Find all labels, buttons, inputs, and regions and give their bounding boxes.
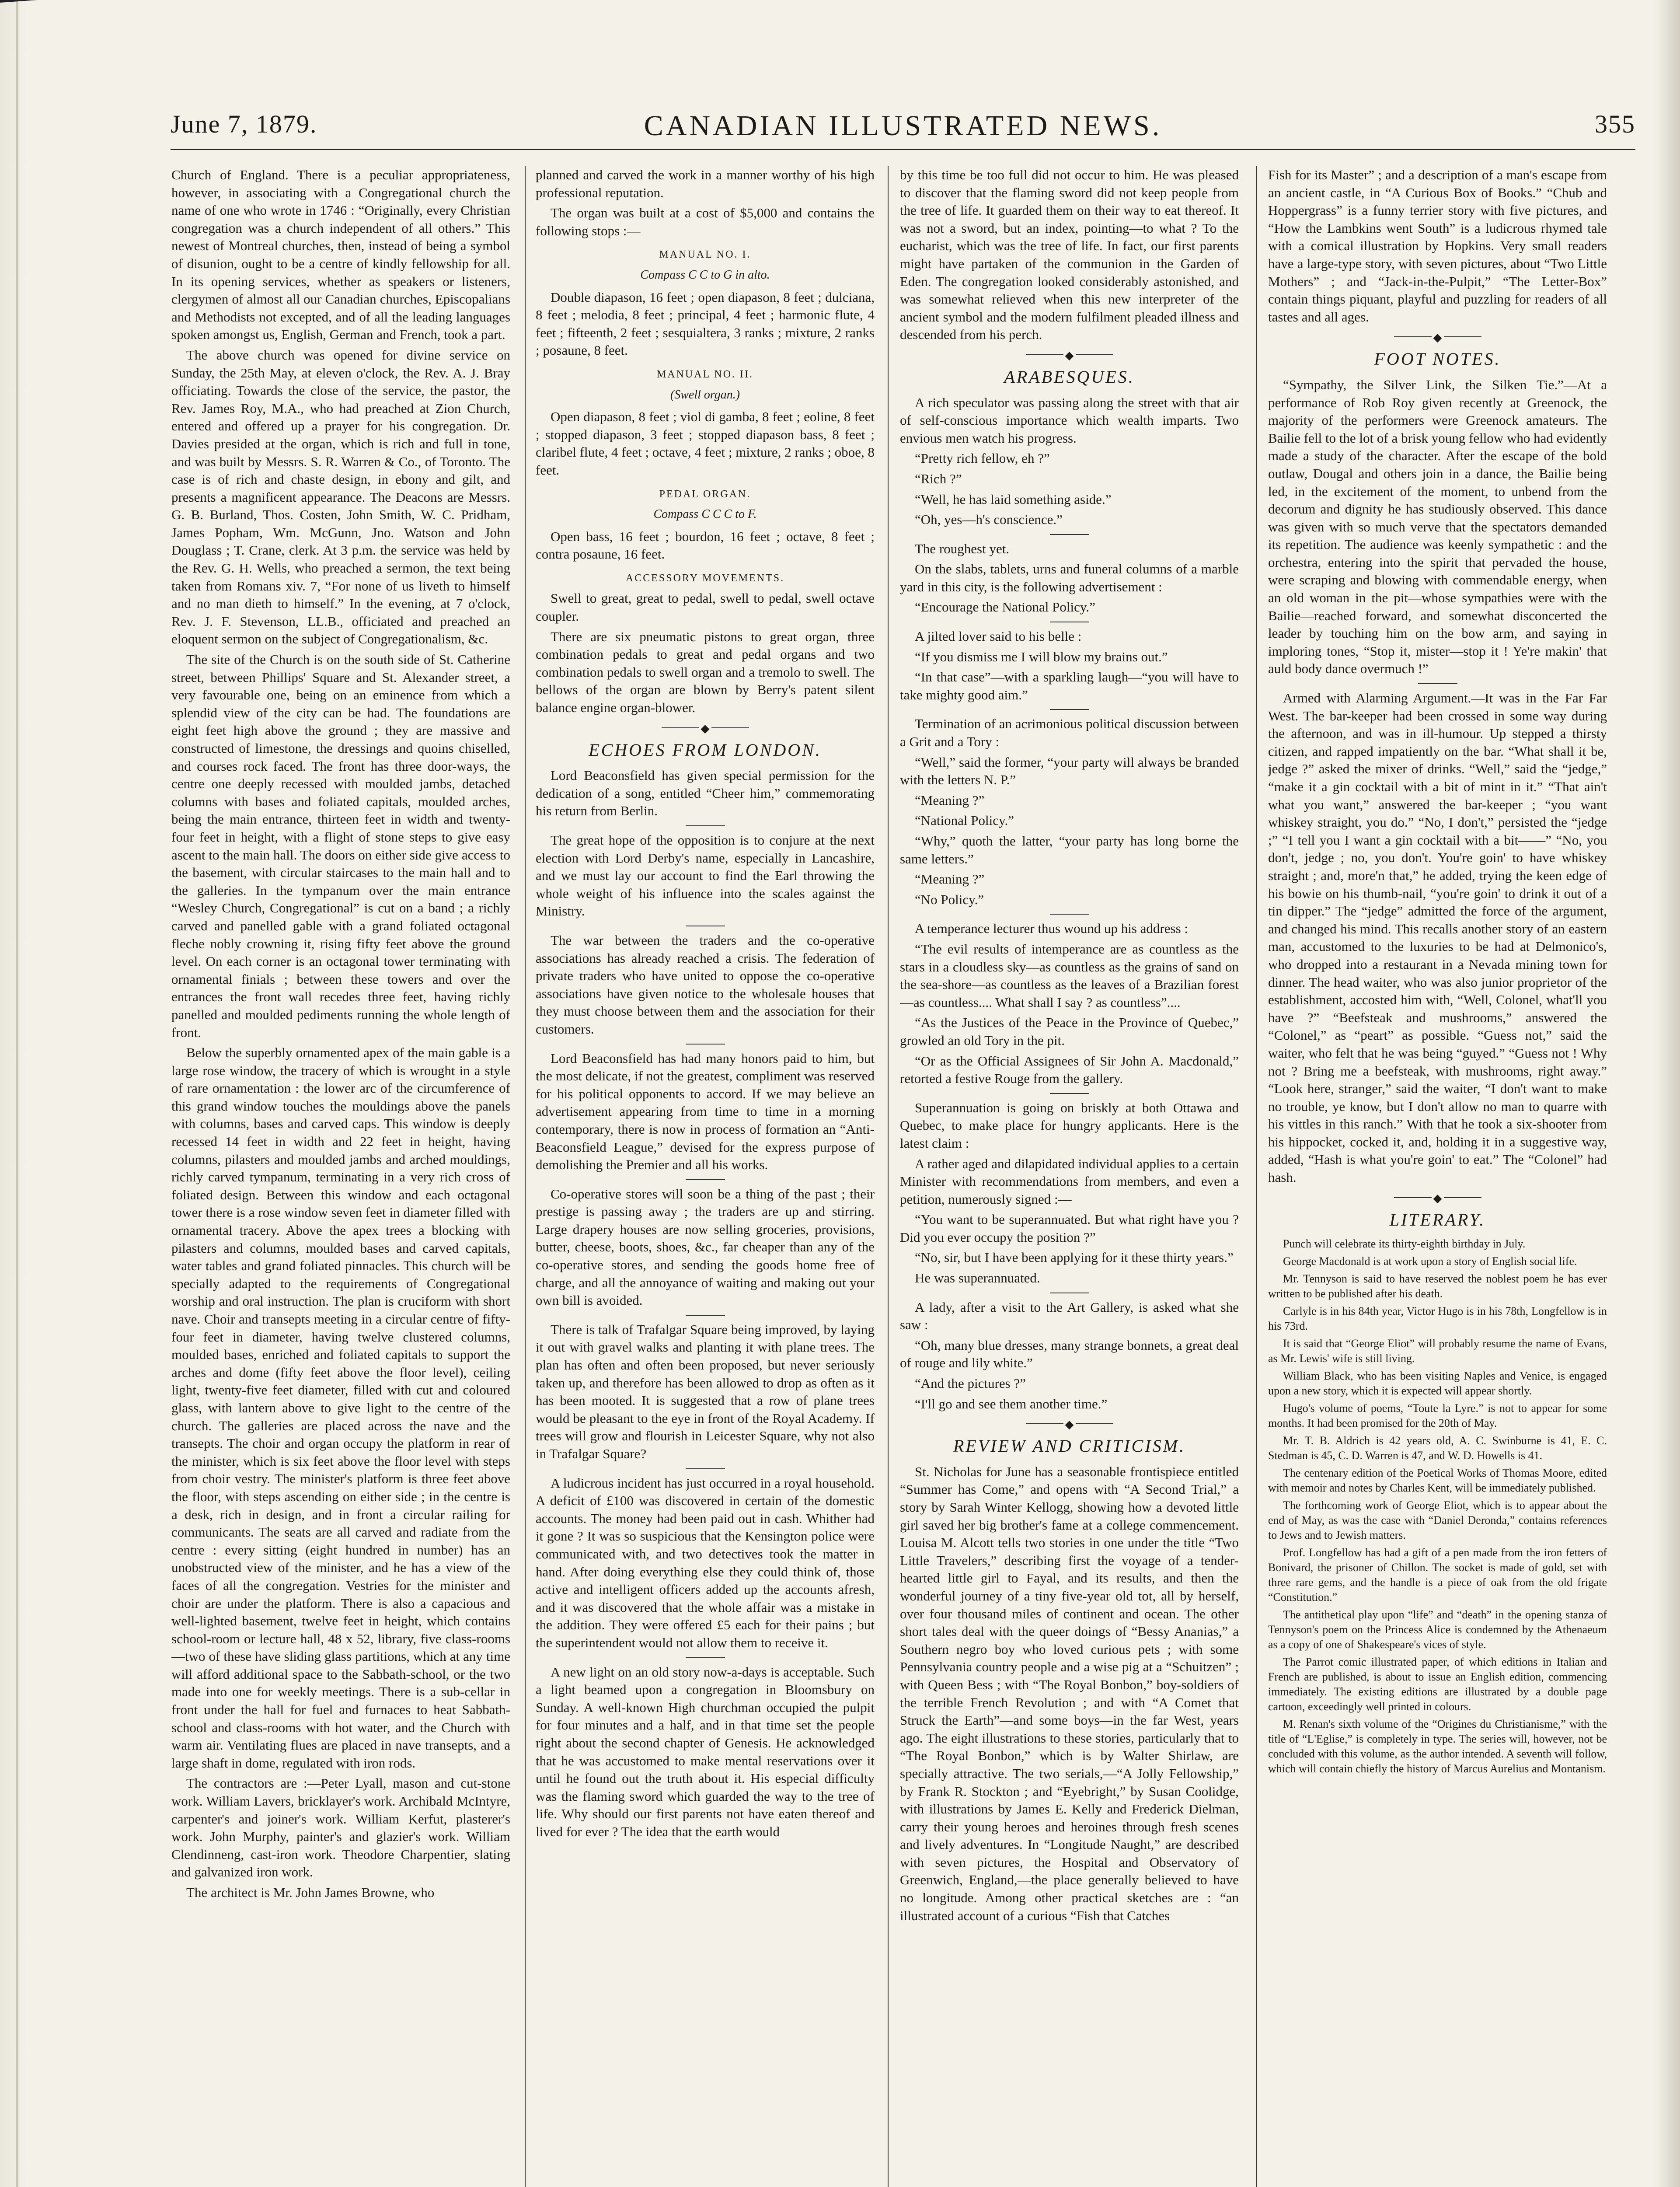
dialogue-line: “If you dismiss me I will blow my brains out.” <box>915 649 1168 664</box>
scan-shadow <box>1657 0 1680 2187</box>
section-heading-arabesques: ARABESQUES. <box>1004 367 1135 387</box>
section-heading-review: REVIEW AND CRITICISM. <box>953 1436 1185 1456</box>
news-item: A new light on an old story now-a-days is acceptable. Such a light beamed upon a congregation in Bloomsbury on Sunday. A well-known High churchman occupied the pulpit for four minutes and a half, and in that time set the people right about the second chapter of Genesis. He acknowledged that he was accustomed to make mental reservations over it until he found out the truth about it. His especial difficulty was the flaming sword which guarded the way to the tree of life. Why should our first parents not have eaten thereof and lived for ever ? The idea that the earth would <box>536 1664 875 1839</box>
column-rule <box>1256 166 1257 2187</box>
dialogue-line: “Oh, yes—h's conscience.” <box>915 512 1063 528</box>
binding-edge <box>16 0 18 2187</box>
article-paragraph: The site of the Church is on the south side of St. Catherine street, between Phillips' Square and St. Alexander street, a very favourable one, being on an eminence from which a splendid view of the city can be had. The foundations are eight feet high above the ground ; they are massive and constructed of limestone, the dressings and quoins chiselled, and courses rock faced. The front has three door-ways, the centre one deeply recessed with moulded jambs, detached columns with bases and foliated capitals, moulded arches, being the main entrance, thirteen feet in width and twenty-four feet in height, with a flight of stone steps to give easy ascent to the main hall. The doors on either side give access to the basement, with circular staircases to the main hall and to the galleries. In the tympanum over the main entrance “Wesley Church, Congregational” is cut on a band ; a richly carved and panelled gable with a grand foliated octagonal fleche nobly crowning it, rising fifty feet above the ground level. On each corner is an octagonal tower terminating with ornamental finials ; between these towers and over the entrances the front wall recedes three feet, having richly panelled and moulded pediments running the whole length of front. <box>171 652 510 1040</box>
anecdote-paragraph: Termination of an acrimonious political discussion between a Grit and a Tory : <box>900 716 1239 750</box>
anecdote-paragraph: Superannuation is going on briskly at both Ottawa and Quebec, to make place for hungry applicants. Here is the latest claim : <box>900 1100 1239 1151</box>
literary-item: The forthcoming work of George Eliot, which is to appear about the end of May, as was the case with “Daniel Deronda,” contains references to Jews and to Jewish matters. <box>1268 1499 1607 1542</box>
foot-note-item: Armed with Alarming Argument.—It was in the Far Far West. The bar-keeper had been crossed in some way during the afternoon, and was in ill-humour. Up stepped a thirsty citizen, and rapped impatiently on the bar. “What shall it be, jedge ?” asked the mixer of drinks. “Well,” said the “jedge,” “make it a gin cocktail with a bit of mint in it.” “That ain't what you want,” answered the bar-keeper ; “you want whiskey straight, you do.” “No, I don't,” persisted the “jedge ;” “I tell you I want a gin cocktail with a bit——” “No, you don't, jedge ; no, you don't. You're goin' to have whiskey straight ; and, more'n that,” he added, trying the keen edge of his bowie on his thumb-nail, “you're goin' to drink it out of a tin dipper.” The “jedge” admitted the force of the argument, and changed his mind. This recalls another story of an eastern man, accustomed to the luxuries to be had at Delmonico's, who dropped into a restaurant in a Nevada mining town for dinner. The head waiter, who was also junior proprietor of the establishment, accosted him with, “Well, Colonel, what'll you have ?” “Beefsteak and mushrooms,” answered the “Colonel,” as “peart” as possible. “Guess not,” said the waiter, who felt that he was being “guyed.” “Guess not ! Why not ? Bring me a beefsteak, with mushrooms, right away.” “Look here, stranger,” said the waiter, “I don't want to make no trouble, ye know, but I don't allow no man to quarre with his vittles in this ranch.” With that he took a six-shooter from his hippocket, cocked it, and, holding it in a suggestive way, added, “Hash is what you're goin' to eat.” The “Colonel” had hash. <box>1268 690 1607 1185</box>
dialogue-line: “Why,” quoth the latter, “your party has long borne the same letters.” <box>900 833 1239 866</box>
dialogue-line: “National Policy.” <box>915 813 1014 828</box>
article-paragraph: by this time be too full did not occur to him. He was pleased to discover that the flaming sword did not keep people from the tree of life. It guarded them on their way to eat thereof. It was not a sword, but an index, pointing—to what ? To the eucharist, which was the tree of life. In fact, our first parents might have partaken of the communion in the Garden of Eden. The congregation looked considerably astonished, and was somewhat relieved when this new interpreter of the ancient symbol and the modern fulfilment pleaded illness and descended from his perch. <box>900 167 1239 342</box>
dialogue-line: “Meaning ?” <box>915 871 985 887</box>
article-paragraph: The organ was built at a cost of $5,000 and contains the following stops :— <box>536 205 875 238</box>
organ-manual-heading: PEDAL ORGAN. <box>659 488 751 500</box>
masthead <box>171 109 1635 149</box>
anecdote-paragraph: On the slabs, tablets, urns and funeral columns of a marble yard in this city, is the following advertisement : <box>900 561 1239 594</box>
literary-item: George Macdonald is at work upon a story of English social life. <box>1283 1255 1577 1268</box>
dialogue-line: “Well, he has laid something aside.” <box>915 491 1112 507</box>
item-divider <box>1418 683 1457 684</box>
organ-stops: Open bass, 16 feet ; bourdon, 16 feet ; octave, 8 feet ; contra posaune, 16 feet. <box>536 528 875 562</box>
dialogue-line: “Meaning ?” <box>915 792 985 808</box>
dialogue-line: “Well,” said the former, “your party will always be branded with the letters N. P.” <box>900 754 1239 788</box>
item-divider <box>686 1468 725 1469</box>
section-ornament <box>662 726 749 730</box>
column-rule <box>888 166 889 2187</box>
dialogue-line: He was superannuated. <box>915 1270 1040 1286</box>
foot-note-item: “Sympathy, the Silver Link, the Silken Tie.”—At a performance of Rob Roy given recently at Greenock, the majority of the performers were Greenock amateurs. The Bailie fell to the lot of a brisk young fellow who had evidently made a study of the character. After the escape of the bold outlaw, Dougal and others join in a dance, the Bailie being led, in the excitement of the moment, to unbend from the decorum and dignity he has studiously observed. This dance was given with so much verve that the spectators demanded its repetition. The audience was keenly sympathetic : and the orchestra, entering into the spirit that pervaded the house, were scraping and blowing with commendable energy, when an old woman in the pit—whose sympathies were with the Bailie—reached forward, and somewhat disconcerted the leader by touching him on the bow arm, and saying in imploring tones, “Stop it, mister—stop it ! Ye're makin' that auld body dance overmuch !” <box>1268 377 1607 677</box>
section-ornament <box>1394 1195 1481 1200</box>
article-paragraph: The contractors are :—Peter Lyall, mason and cut-stone work. William Lavers, bricklayer's work. Archibald McIntyre, carpenter's and joiner's work. William Kerfut, plasterer's work. John Murphy, painter's and glazier's work. William Clendinneng, cast-iron work. Theodore Charpentier, slating and galvanized iron work. <box>171 1775 510 1880</box>
anecdote-paragraph: A rather aged and dilapidated individual applies to a certain Minister with recommendations from members, and even a petition, numerously signed :— <box>900 1156 1239 1207</box>
dialogue-line: “Oh, many blue dresses, many strange bonnets, a great deal of rouge and lily white.” <box>900 1337 1239 1371</box>
anecdote-paragraph: A jilted lover said to his belle : <box>915 629 1082 644</box>
organ-manual-compass: Compass C C C to F. <box>653 507 757 521</box>
anecdote-paragraph: The roughest yet. <box>915 541 1010 556</box>
organ-stops: Swell to great, great to pedal, swell to pedal, swell octave coupler. <box>536 590 875 624</box>
column-rule <box>525 166 526 2187</box>
item-divider <box>686 1657 725 1658</box>
literary-item: William Black, who has been visiting Naples and Venice, is engaged upon a new story, which it is expected will appear shortly. <box>1268 1369 1607 1397</box>
publication-title: CANADIAN ILLUSTRATED NEWS. <box>644 110 1162 142</box>
dialogue-line: “In that case”—with a sparkling laugh—“you will have to take mighty good aim.” <box>900 669 1239 702</box>
dialogue-line: “Encourage the National Policy.” <box>915 599 1095 615</box>
dialogue-line: “No Policy.” <box>915 891 984 907</box>
item-divider <box>686 1179 725 1180</box>
article-paragraph: Church of England. There is a peculiar appropriateness, however, in associating with a Congregational church the name of one who wrote in 1746 : “Originally, every Christian congregation was a church independent of all others.” This newest of Montreal churches, then, instead of being a symbol of disunion, ought to be a centre of kindly fellowship for all. In its opening services, whether as speakers or listeners, clergymen of almost all our Canadian churches, Episcopalians and Methodists not excepted, and of all the leading languages spoken amongst us, English, German and French, took a part. <box>171 167 510 342</box>
literary-item: The antithetical play upon “life” and “death” in the opening stanza of Tennyson's poem on the Princess Alice is condemned by the Athenaeum as a copy of one of Shakespeare's vices of style. <box>1268 1608 1607 1651</box>
organ-stops: Double diapason, 16 feet ; open diapason, 8 feet ; dulciana, 8 feet ; melodia, 8 feet ; principal, 4 feet ; harmonic flute, 4 feet ; fifteenth, 2 feet ; sesquialtera, 3 ranks ; mixture, 2 ranks ; posaune, 8 feet. <box>536 289 875 358</box>
news-item: A ludicrous incident has just occurred in a royal household. A deficit of £100 was discovered in certain of the domestic accounts. The money had been paid out in cash. Whither had it gone ? It was so suspicious that the Kensington police were communicated with, and two detectives took the matter in hand. After doing everything else they could think of, those active and intelligent officers added up the accounts afresh, and it was discovered that the whole affair was a mistake in the addition. They were offered £5 each for their pains ; but the superintendent would not allow them to receive it. <box>536 1475 875 1650</box>
anecdote-paragraph: A rich speculator was passing along the street with that air of self-conscious importance which wealth imparts. Two envious men watch his progress. <box>900 395 1239 446</box>
organ-manual-heading: ACCESSORY MOVEMENTS. <box>625 572 785 584</box>
dialogue-line: “And the pictures ?” <box>915 1376 1026 1391</box>
item-divider <box>1050 534 1089 535</box>
news-item: Lord Beaconsfield has had many honors paid to him, but the most delicate, if not the greatest, compliment was reserved for his political opponents to accord. If we may believe an advertisement appearing from time to time in a morning contemporary, there is now in process of formation an “Anti-Beaconsfield League,” devised for the express purpose of demolishing the Premier and all his works. <box>536 1050 875 1173</box>
literary-item: The centenary edition of the Poetical Works of Thomas Moore, edited with memoir and notes by Charles Kent, will be immediately published. <box>1268 1467 1607 1495</box>
literary-item: Mr. Tennyson is said to have reserved the noblest poem he has ever written to be published after his death. <box>1268 1272 1607 1300</box>
item-divider <box>686 825 725 826</box>
dialogue-line: “Pretty rich fellow, eh ?” <box>915 451 1050 466</box>
item-divider <box>1050 914 1089 915</box>
section-heading-echoes: ECHOES FROM LONDON. <box>589 740 822 760</box>
article-paragraph: There are six pneumatic pistons to great organ, three combination pedals to great and pedal organs and two combination pedals to swell organ and a tremolo to swell. The bellows of the organ are blown by Berry's patent silent balance engine organ-blower. <box>536 629 875 716</box>
dialogue-line: “Rich ?” <box>915 471 962 486</box>
literary-item: Prof. Longfellow has had a gift of a pen made from the iron fetters of Bonivard, the prisoner of Chillon. The socket is made of gold, set with three rare gems, and the handle is a piece of oak from the old frigate “Constitution.” <box>1268 1546 1607 1604</box>
dialogue-line: “The evil results of intemperance are as countless as the stars in a cloudless sky—as countless as the grains of sand on the sea-shore—as countless as the leaves of a Brazilian forest—as countless.... What shall I say ? as countless”.... <box>900 941 1239 1010</box>
news-item: The war between the traders and the co-operative associations has already reached a crisis. The federation of private traders who have united to oppose the co-operative associations have given notice to the wholesale houses that they must choose between them and the association for their customers. <box>536 932 875 1037</box>
masthead-rule <box>171 149 1635 150</box>
literary-item: Mr. T. B. Aldrich is 42 years old, A. C. Swinburne is 41, E. C. Stedman is 45, C. D. Warren is 47, and W. D. Howells is 41. <box>1268 1434 1607 1462</box>
article-paragraph: The architect is Mr. John James Browne, who <box>186 1885 435 1900</box>
column-3 <box>900 166 1239 2187</box>
literary-item: M. Renan's sixth volume of the “Origines du Christianisme,” with the title of “L'Eglise,” is completely in type. The series will, however, not be concluded with this volume, as the author intended. A seventh will follow, which will contain chiefly the history of Marcus Aurelius and Montanism. <box>1268 1718 1607 1775</box>
organ-stops: Open diapason, 8 feet ; viol di gamba, 8 feet ; eoline, 8 feet ; stopped diapason, 3 feet ; stopped diapason bass, 8 feet ; claribel flute, 4 feet ; octave, 4 feet ; mixture, 2 ranks ; oboe, 8 feet. <box>536 409 875 478</box>
article-paragraph: Below the superbly ornamented apex of the main gable is a large rose window, the tracery of which is wrought in a style of rare ornamentation : the lower arc of the circumference of this grand window touches the mouldings above the panels with columns, bases and carved caps. This window is deeply recessed 14 feet in width and 22 feet in height, having columns, pilasters and moulded jambs and arched mouldings, richly carved tympanum, terminating in a very rich cross of foliated design. Between this window and each octagonal tower there is a rose window seven feet in diameter filled with ornamental tracery. Above the apex trees a blocking with pilasters and columns, moulded bases and carved capitals, water tables and grand foliated pinnacles. This church will be specially adapted to the requirements of Congregational worship and oral instruction. The plan is cruciform with short nave. Choir and transepts meeting in a circular centre of fifty-four feet in diameter, having twelve clustered columns, moulded bases, enriched and foliated capitals to support the arches and dome (fifty feet above the floor level), ceiling light, twenty-five feet diameter, filled with cut and coloured glass, with lantern above to give light to the centre of the church. The galleries are placed across the nave and the transepts. The choir and organ occupy the platform in rear of the minister, which is six feet above the floor level with steps from choir vestry. The minister's platform is three feet above the floor, with steps ascending on either side ; in the centre is a desk, rich in design, and in front a circular railing for communicants. The seats are all carved and radiate from the centre : every sitting (eight hundred in number) has an unobstructed view of the minister, and he has a view of the faces of all the congregation. Vestries for the minister and choir are under the platform. There is also a capacious and well-lighted basement, twelve feet in height, which contains school-room or lecture hall, 48 x 52, library, five class-rooms—two of these have sliding glass partitions, which at any time will afford additional space to the Sabbath-school, or the two made into one for weekly meetings. There is a sub-cellar in front under the hall for fuel and furnaces to heat Sabbath-school and class-rooms with hot water, and the Church with warm air. Ventilating flues are placed in nave transepts, and a large shaft in dome, regulated with iron rods. <box>171 1045 510 1771</box>
literary-item: Hugo's volume of poems, “Toute la Lyre.” is not to appear for some months. It had been promised for the 20th of May. <box>1268 1402 1607 1430</box>
dialogue-line: “Or as the Official Assignees of Sir John A. Macdonald,” retorted a festive Rouge from the gallery. <box>900 1053 1239 1087</box>
dialogue-line: “No, sir, but I have been applying for it these thirty years.” <box>915 1250 1234 1265</box>
dialogue-line: “As the Justices of the Peace in the Province of Quebec,” growled an old Tory in the pit. <box>900 1015 1239 1048</box>
literary-item: It is said that “George Eliot” will probably resume the name of Evans, as Mr. Lewis' wife is still living. <box>1268 1337 1607 1365</box>
column-4 <box>1268 166 1607 2187</box>
organ-manual-compass: Compass C C to G in alto. <box>640 268 770 282</box>
news-item: Lord Beaconsfield has given special permission for the dedication of a song, entitled “Cheer him,” commemorating his return from Berlin. <box>536 768 875 819</box>
news-item: There is talk of Trafalgar Square being improved, by laying it out with gravel walks and planting it with plane trees. The plan has often and often been proposed, but never seriously taken up, and therefore has been allowed to drop as often as it has been mooted. It is suggested that a row of plane trees would be pleasant to the eye in front of the Royal Academy. If trees will grow and flourish in Leicester Square, why not also in Trafalgar Square? <box>536 1321 875 1461</box>
dialogue-line: “You want to be superannuated. But what right have you ? Did you ever occupy the position ?” <box>900 1212 1239 1245</box>
news-item: The great hope of the opposition is to conjure at the next election with Lord Derby's name, especially in Lancashire, and we must lay our account to find the Earl throwing the whole weight of his influence into the scales against the Ministry. <box>536 832 875 919</box>
item-divider <box>686 1315 725 1316</box>
column-2 <box>536 166 875 2187</box>
anecdote-paragraph: A temperance lecturer thus wound up his address : <box>915 921 1188 936</box>
anecdote-paragraph: A lady, after a visit to the Art Gallery, is asked what she saw : <box>900 1299 1239 1333</box>
item-divider <box>1050 709 1089 710</box>
organ-manual-compass: (Swell organ.) <box>670 388 740 402</box>
item-divider <box>686 1044 725 1045</box>
literary-item: Punch will celebrate its thirty-eighth birthday in July. <box>1283 1237 1526 1251</box>
article-paragraph: The above church was opened for divine service on Sunday, the 25th May, at eleven o'clock, the Rev. A. J. Bray officiating. Towards the close of the service, the pastor, the Rev. James Roy, M.A., who had preached at Zion Church, entered and offered up a prayer for his congregation. Dr. Davies presided at the organ, which is rich and full in tone, and was built by Messrs. S. R. Warren & Co., of Toronto. The case is of rich and chaste design, in ebony and gilt, and presents a magnificent appearance. The Deacons are Messrs. G. B. Burland, Thos. Costen, John Smith, W. C. Pridham, James Popham, Wm. McGunn, Jno. Watson and John Douglass ; T. Crane, clerk. At 3 p.m. the service was held by the Rev. G. H. Wells, who preached a sermon, the text being taken from Romans xiv. 7, “For none of us liveth to himself and no man dieth to himself.” In the evening, at 7 o'clock, Rev. J. F. Stevenson, LL.B., officiated and preached an eloquent sermon on the subject of Congregationalism, &c. <box>171 347 510 647</box>
dialogue-line: “I'll go and see them another time.” <box>915 1396 1108 1411</box>
item-divider <box>1050 1093 1089 1094</box>
literary-item: Carlyle is in his 84th year, Victor Hugo is in his 78th, Longfellow is in his 73rd. <box>1268 1305 1607 1333</box>
section-ornament <box>1026 353 1113 357</box>
section-ornament <box>1026 1422 1113 1426</box>
section-heading-literary: LITERARY. <box>1389 1209 1486 1230</box>
organ-manual-heading: MANUAL NO. II. <box>656 368 754 380</box>
section-ornament <box>1394 335 1481 339</box>
news-item: Co-operative stores will soon be a thing of the past ; their prestige is passing away ; the traders are up and stirring. Large drapery houses are now selling groceries, provisions, butter, cheese, boots, shoes, &c., far cheaper than any of the co-operative stores, and sending the goods home free of charge, and all the annoyance of waiting and making out your own bill is avoided. <box>536 1186 875 1308</box>
page-number: 355 <box>1595 110 1635 138</box>
corner-fold-mark <box>0 0 114 42</box>
organ-manual-heading: MANUAL NO. I. <box>659 249 751 261</box>
review-paragraph: Fish for its Master” ; and a description of a man's escape from an ancient castle, in “A Curious Box of Books.” “Chub and Hoppergrass” is a funny terrier story with five pictures, and “How the Lambkins went South” is a ludicrous rhymed tale with a comical illustration by Hopkins. Very small readers have a large-type story, with seven pictures, about “Two Little Mothers” ; and “Jack-in-the-Pulpit,” “The Letter-Box” contain things piquant, playful and puzzling for readers of all tastes and all ages. <box>1268 167 1607 325</box>
literary-item: The Parrot comic illustrated paper, of which editions in Italian and French are published, is about to issue an English edition, commencing immediately. The existing editions are illustrated by a double page cartoon, exceedingly well printed in colours. <box>1268 1656 1607 1713</box>
section-heading-foot-notes: FOOT NOTES. <box>1374 349 1501 369</box>
article-paragraph: planned and carved the work in a manner worthy of his high professional reputation. <box>536 167 875 200</box>
column-1 <box>171 166 510 2187</box>
issue-date: June 7, 1879. <box>171 110 317 138</box>
review-paragraph: St. Nicholas for June has a seasonable frontispiece entitled “Summer has Come,” and opens with “A Second Trial,” a story by Sarah Winter Kellogg, showing how a devoted little girl saved her big brother's fame at a college commencement. Louisa M. Alcott tells two stories in one under the title “Two Little Travelers,” describing first the voyage of a tender-hearted little girl to Fayal, and its results, and then the wonderful journey of a tiny five-year old tot, all by herself, over four thousand miles of continent and ocean. The other short tales deal with the queer doings of “Bessy Ananias,” a Southern negro boy who loved curious pets ; with some Pennsylvania country people and a wise pig at a “Schuitzen” ; with Queen Bess ; with “The Royal Bonbon,” boy-soldiers of the terrible French Revolution ; and with “A Comet that Struck the Earth”—and some boys—in the far West, years ago. The eight illustrations to these stories, particularly that to “The Royal Bonbon,” which is by Walter Shirlaw, are specially attractive. The two serials,—“A Jolly Fellowship,” by Frank R. Stockton ; and “Eyebright,” by Susan Coolidge, with illustrations by James E. Kelly and Frederick Dielman, carry their young heroes and heroines through fresh scenes and lively adventures. In “Longitude Naught,” are described with seven pictures, the Hospital and Observatory of Greenwich, England,—the place generally believed to have no longitude. Among other practical sketches are : “an illustrated account of a curious “Fish that Catches <box>900 1464 1239 1923</box>
